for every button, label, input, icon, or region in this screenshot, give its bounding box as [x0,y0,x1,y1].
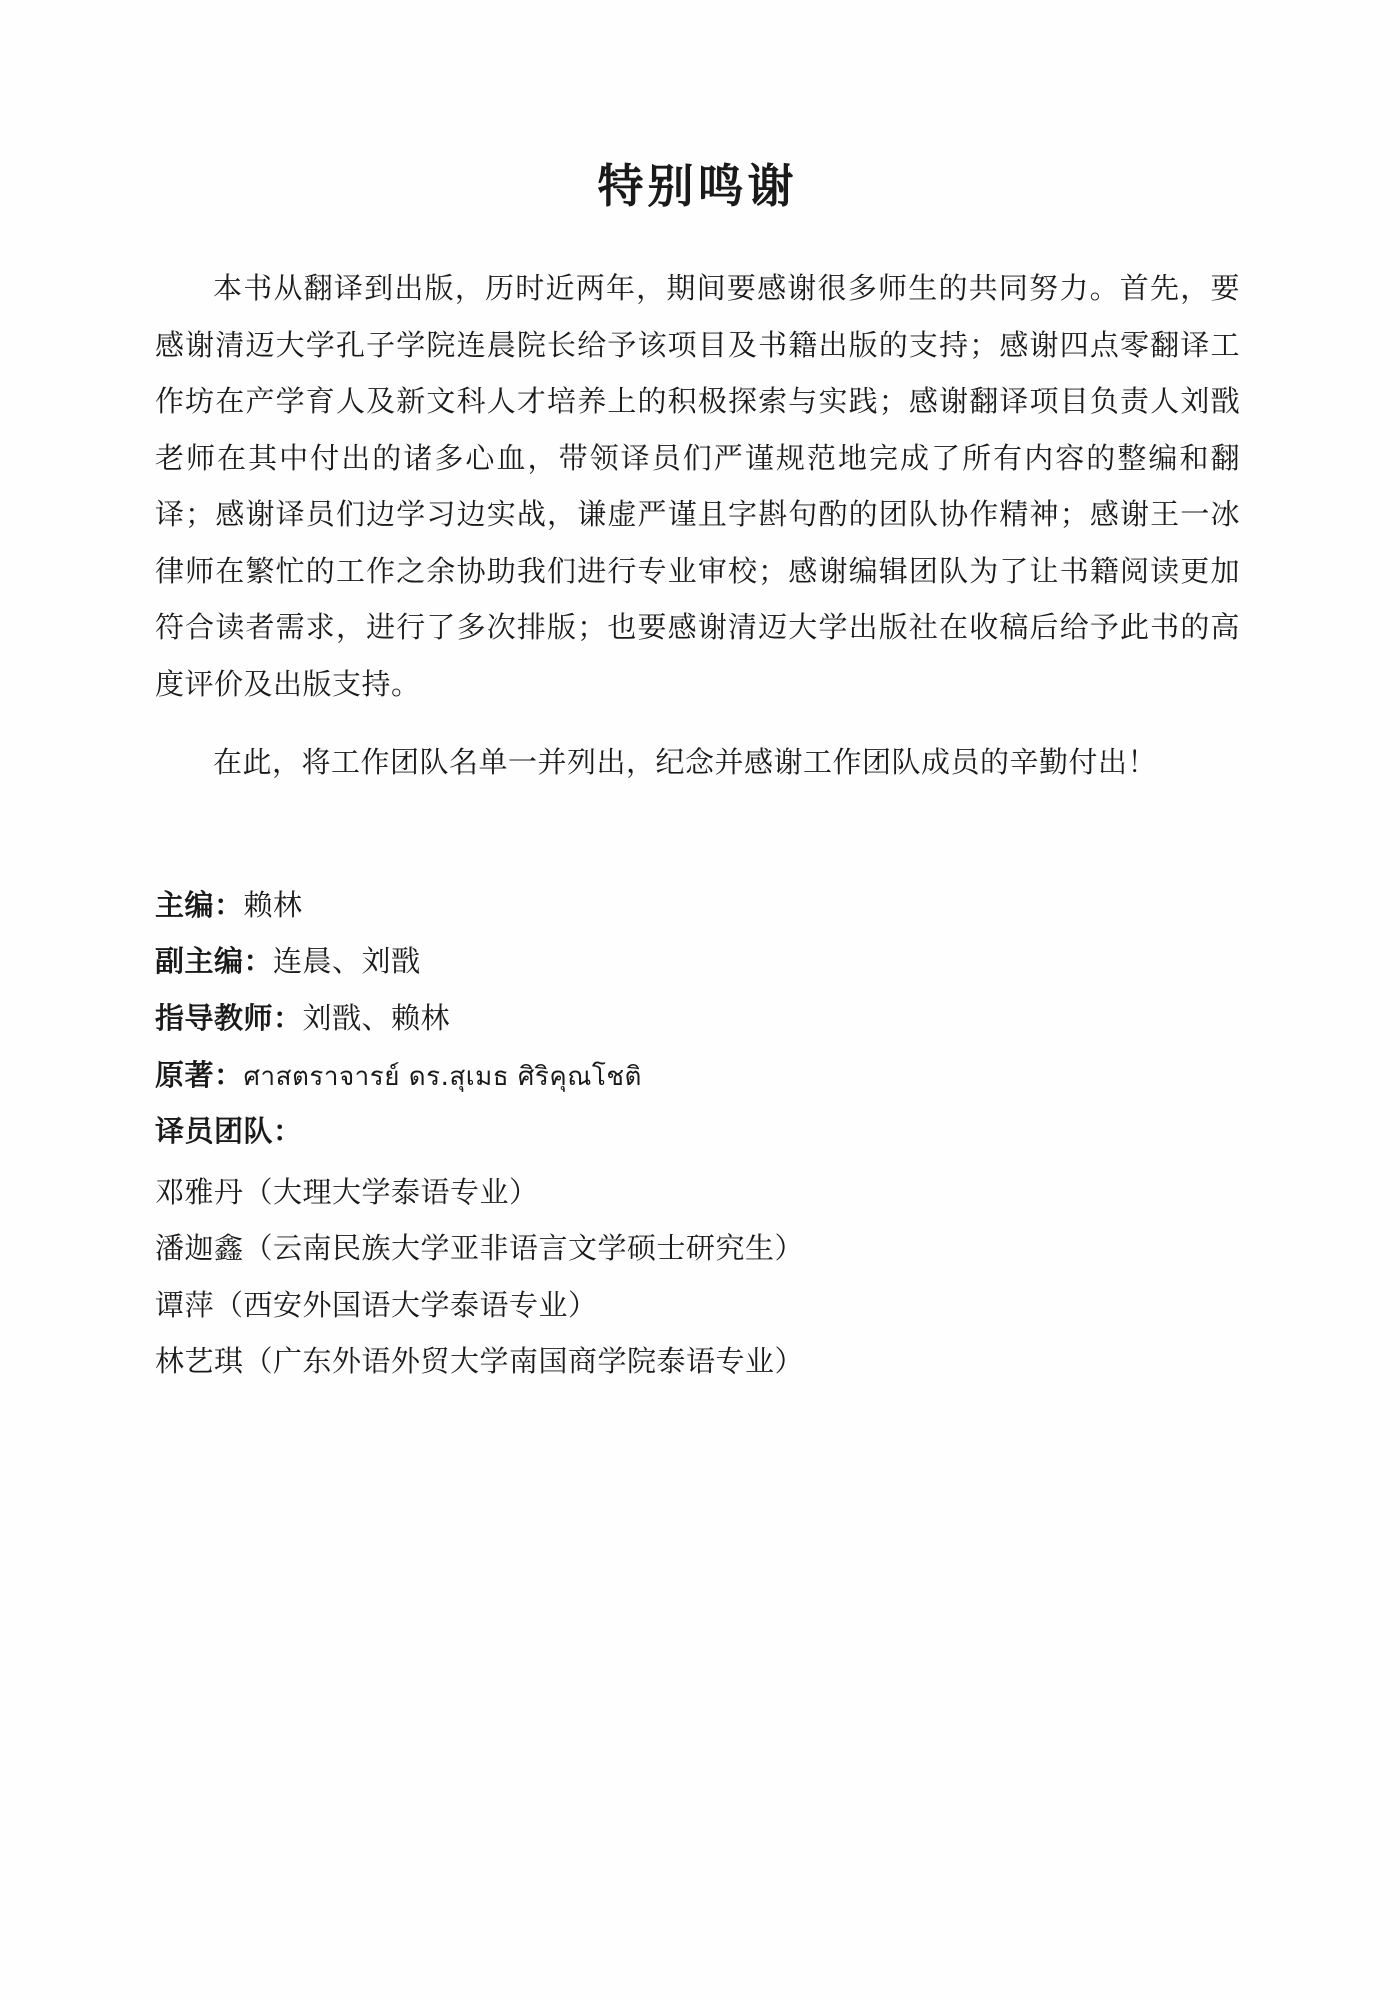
credit-deputy-editor [155,933,1240,990]
acknowledgement-paragraph-2: 在此，将工作团队名单一并列出，纪念并感谢工作团队成员的辛勤付出！ [213,745,1158,780]
credits-block [155,877,1240,1390]
page-title: 特别鸣谢 [597,159,798,213]
credit-advisors-value: 刘戬、赖林 [302,1001,451,1036]
credit-original-author-label: 原著： [155,1057,244,1092]
credit-deputy-editor-label: 副主编： [155,944,274,979]
translation-team-list [155,1164,1240,1390]
list-item: 谭萍（西安外国语大学泰语专业） [155,1287,598,1322]
credit-advisors [155,990,1240,1047]
list-item: 林艺琪（广东外语外贸大学南国商学院泰语专业） [155,1344,805,1379]
credit-chief-editor-value: 赖林 [243,887,303,922]
acknowledgement-paragraph-1: 本书从翻译到出版，历时近两年，期间要感谢很多师生的共同努力。首先，要感谢清迈大学孔子学院连晨院长给予该项目及书籍出版的支持；感谢四点零翻译工作坊在产学育人及新文科人才培养上的积极探索与实践；感谢翻译项目负责人刘戬老师在其中付出的诸多心血，带领译员们严谨规范地完成了所有内容的整编和翻译；感谢译员们边学习边实战，谦虚严谨且字斟句酌的团队协作精神；感谢王一冰律师在繁忙的工作之余协助我们进行专业审校；感谢编辑团队为了让书籍阅读更加符合读者需求，进行了多次排版；也要感谢清迈大学出版社在收稿后给予此书的高度评价及出版支持。 [155,271,1240,701]
credit-advisors-label: 指导教师： [155,1001,303,1036]
list-item: 潘迦鑫（云南民族大学亚非语言文学硕士研究生） [155,1231,805,1266]
credit-original-author-value: ศาสตราจารย์ ดร.สุเมธ ศิริคุณโชติ [243,1061,642,1092]
page-content [155,0,1240,1390]
credit-chief-editor-label: 主编： [155,887,244,922]
credit-translation-team-label: 译员团队： [155,1114,303,1149]
credit-original-author [155,1047,1240,1104]
list-item: 邓雅丹（大理大学泰语专业） [155,1174,539,1209]
credit-chief-editor [155,877,1240,934]
credit-deputy-editor-value: 连晨、刘戬 [273,944,421,979]
credit-translation-team [155,1103,1240,1160]
